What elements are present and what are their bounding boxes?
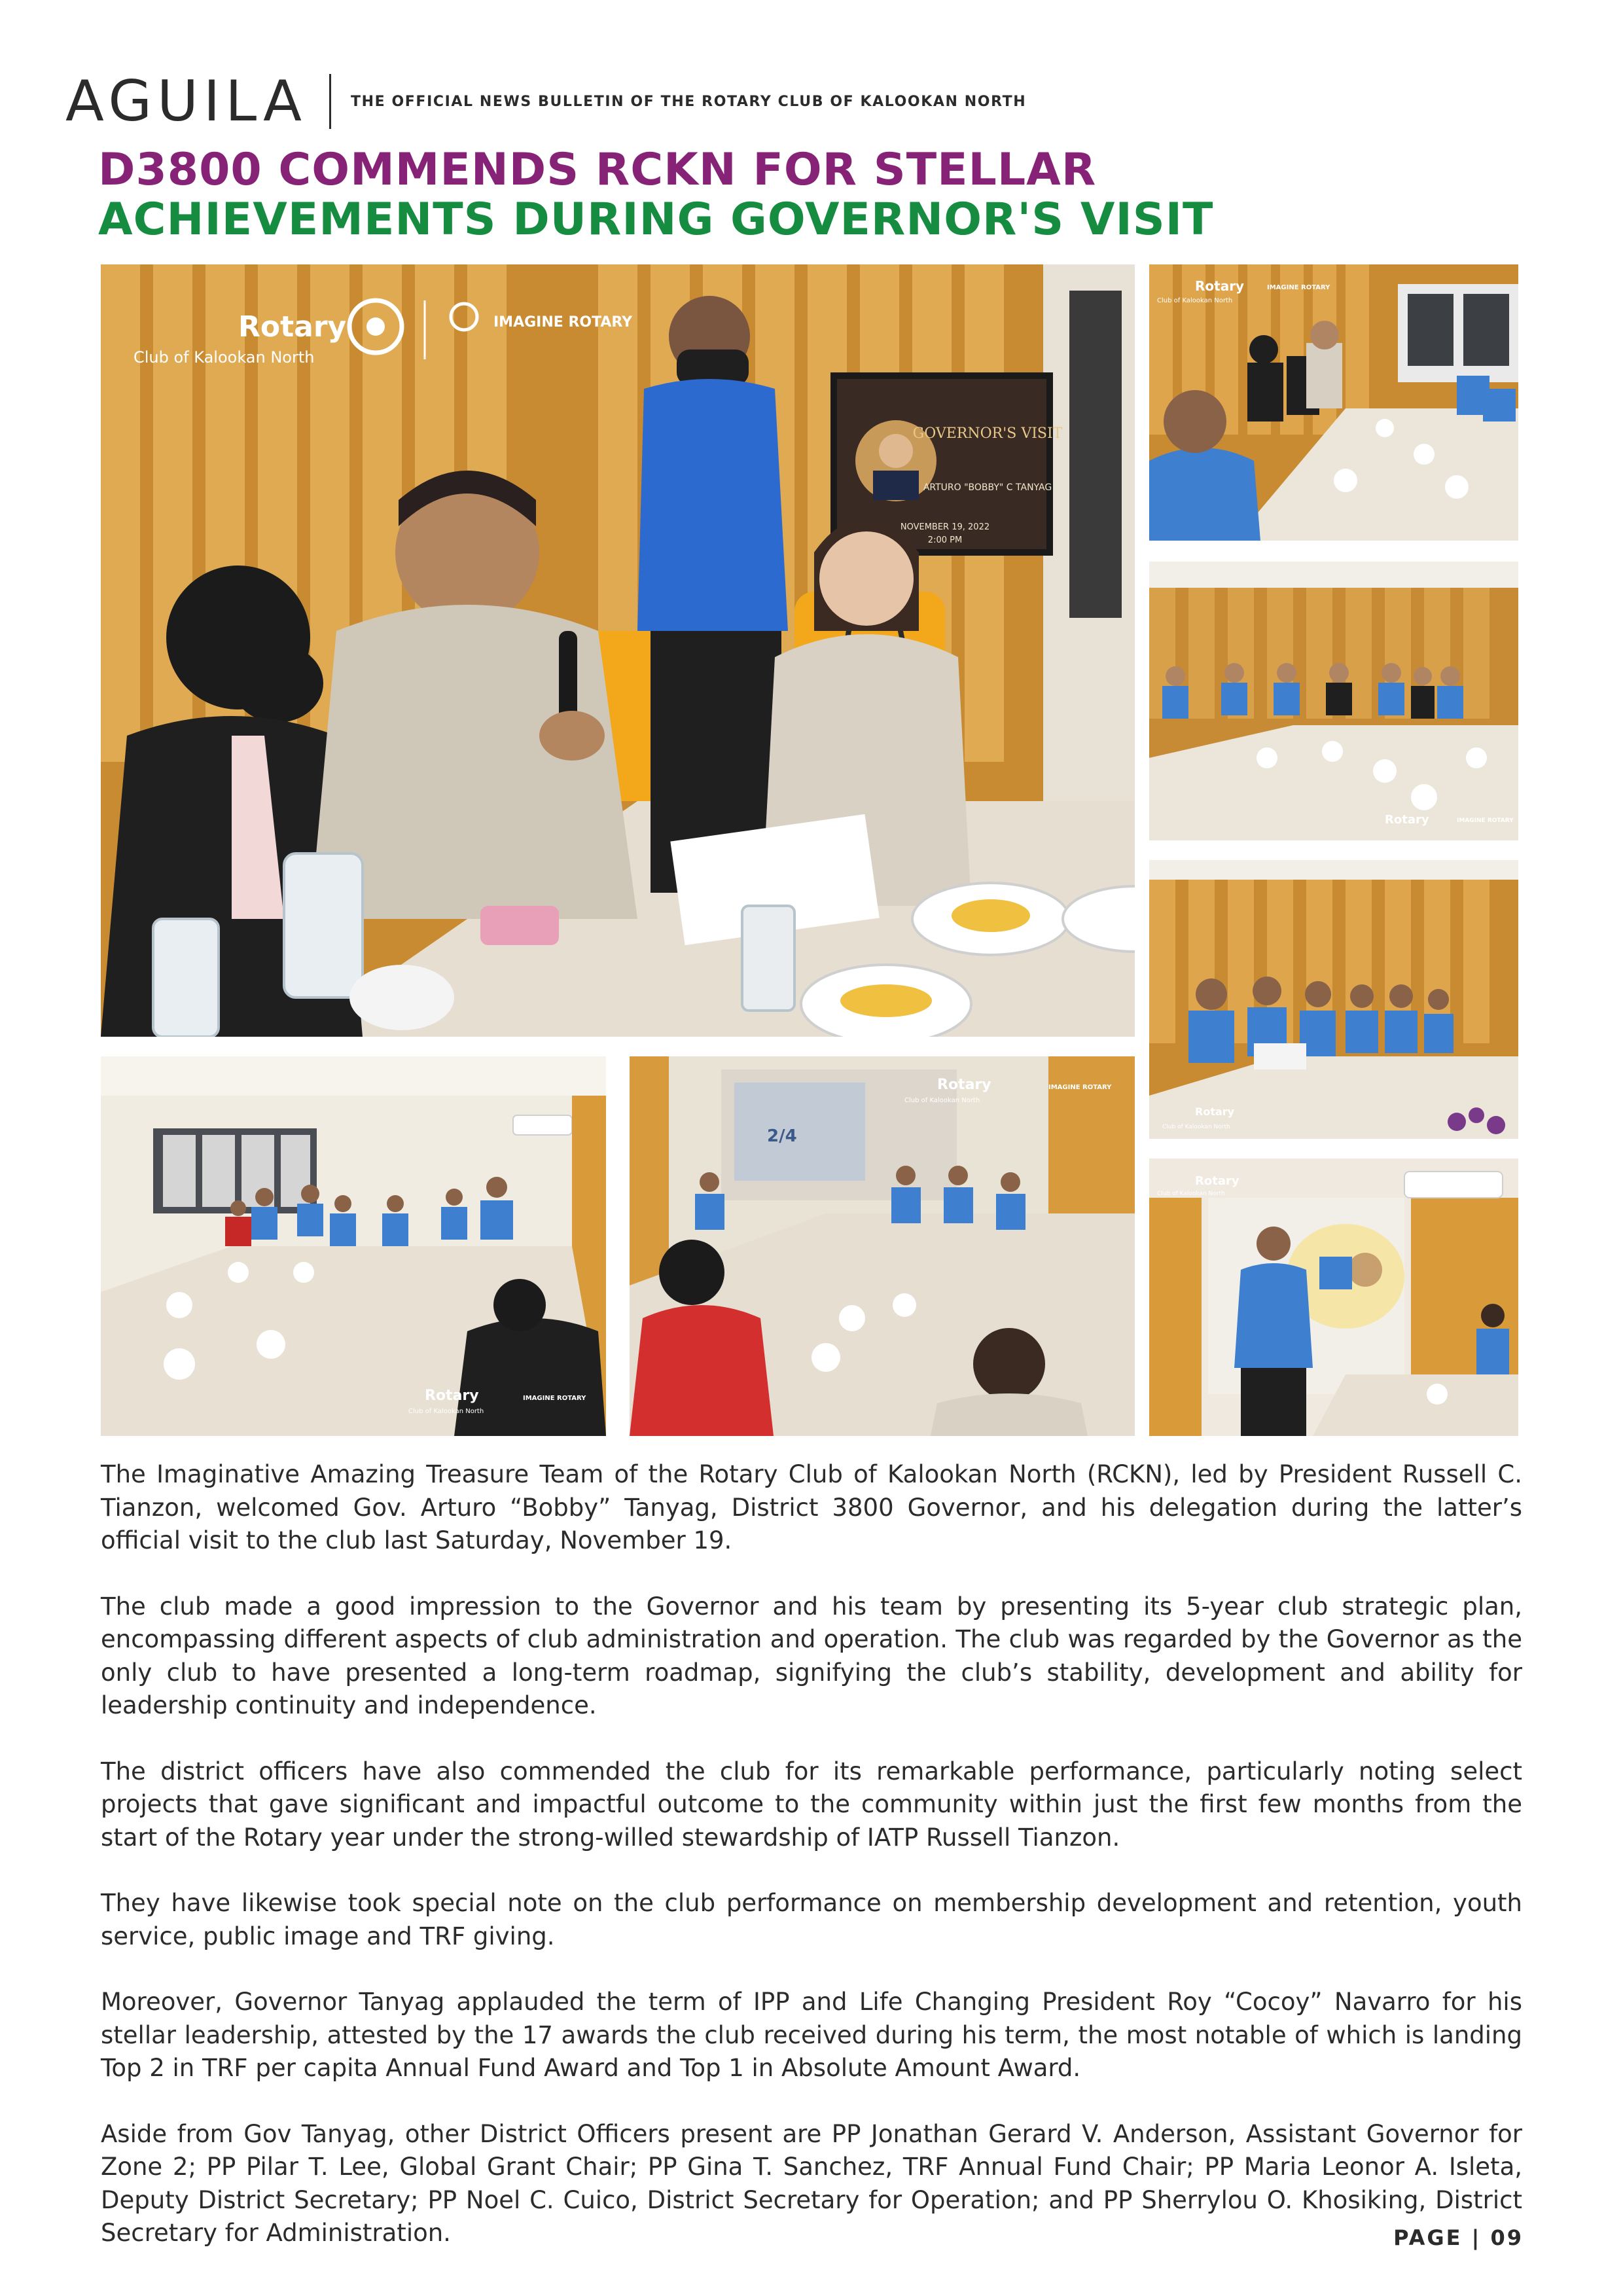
easel-title: GOVERNOR'S VISIT xyxy=(912,425,1063,442)
masthead xyxy=(65,69,1027,134)
side1-watermark-rotary: Rotary xyxy=(1195,278,1245,294)
side1-watermark-club: Club of Kalookan North xyxy=(1157,297,1233,304)
article-headline xyxy=(98,145,1213,245)
bottom2-watermark-club: Club of Kalookan North xyxy=(904,1097,980,1104)
headline-line-2: ACHIEVEMENTS DURING GOVERNOR'S VISIT xyxy=(98,194,1214,245)
easel-time: 2:00 PM xyxy=(927,535,963,545)
bottom1-watermark-theme: IMAGINE ROTARY xyxy=(523,1395,586,1402)
side3-watermark-rotary: Rotary xyxy=(1195,1105,1235,1118)
main-logo-rotary: Rotary xyxy=(238,310,347,344)
headline-line-1: D3800 COMMENDS RCKN FOR STELLAR xyxy=(98,144,1097,196)
bulletin-subtitle: THE OFFICIAL NEWS BULLETIN OF THE ROTARY CLUB OF KALOOKAN NORTH xyxy=(351,93,1027,110)
bottom-photo-room-members-applauding xyxy=(101,1056,606,1436)
bottom-photo-presentation-projector xyxy=(630,1056,1135,1436)
masthead-divider xyxy=(329,74,331,129)
paragraph-6: Aside from Gov Tanyag, other District Officers present are PP Jonathan Gerard V. Anderson, Assistant Governor for Zone 2; PP Pilar T. Lee, Global Grant Chair; PP Gina T. Sanchez, TRF Annual Fund Chair; PP Maria Leonor A. Isleta, Deputy District Secretary; PP Noel C. Cuico, District Secretary for Operation; and PP Sherrylou O. Khosiking, District Secretary for Administration. xyxy=(101,2119,1522,2247)
projector-slide-counter: 2/4 xyxy=(767,1126,797,1146)
easel-date: NOVEMBER 19, 2022 xyxy=(900,522,990,532)
paragraph-1: The Imaginative Amazing Treasure Team of the Rotary Club of Kalookan North (RCKN), led by President Russell C. Tianzon, welcomed Gov. Arturo “Bobby” Tanyag, District 3800 Governor, and his delegation during the latter’s official visit to the club last Saturday, November 19. xyxy=(101,1460,1522,1554)
bulletin-title: AGUILA xyxy=(65,69,307,134)
side-photo-members-applauding xyxy=(1149,264,1518,541)
side-photo-members-seated-row xyxy=(1149,860,1518,1139)
side3-watermark-club: Club of Kalookan North xyxy=(1162,1124,1230,1130)
main-logo-theme: IMAGINE ROTARY xyxy=(493,314,633,331)
article-body xyxy=(101,1458,1522,2250)
side4-watermark-club: Club of Kalookan North xyxy=(1157,1191,1225,1197)
side1-watermark-theme: IMAGINE ROTARY xyxy=(1267,284,1330,291)
bottom2-watermark-theme: IMAGINE ROTARY xyxy=(1048,1084,1112,1091)
paragraph-2: The club made a good impression to the Governor and his team by presenting its 5-year club strategic plan, encompassing different aspects of club administration and operation. The club was regarded by the Governor as the only club to have presented a long-term roadmap, signifying the club’s stability, development and ability for leadership continuity and independence. xyxy=(101,1592,1522,1719)
side2-watermark-rotary: Rotary xyxy=(1385,813,1429,827)
side-photo-speaker-presenting xyxy=(1149,1158,1518,1436)
main-photo-governor-speaking xyxy=(101,264,1135,1037)
paragraph-5: Moreover, Governor Tanyag applauded the term of IPP and Life Changing President Roy “Cocoy” Navarro for his stellar leadership, attested by the 17 awards the club received during his term, the most notable of which is landing Top 2 in TRF per capita Annual Fund Award and Top 1 in Absolute Amount Award. xyxy=(101,1988,1522,2082)
bottom1-watermark-rotary: Rotary xyxy=(425,1388,479,1404)
paragraph-3: The district officers have also commended the club for its remarkable performance, particularly noting select projects that gave significant and impactful outcome to the community within just the first few months from the start of the Rotary year under the strong-willed stewardship of IATP Russell Tianzon. xyxy=(101,1757,1522,1852)
main-logo-club: Club of Kalookan North xyxy=(134,348,315,367)
bottom2-watermark-rotary: Rotary xyxy=(937,1077,991,1093)
easel-name: ARTURO "BOBBY" C TANYAG xyxy=(923,482,1052,493)
side2-watermark-theme: IMAGINE ROTARY xyxy=(1457,817,1514,824)
paragraph-4: They have likewise took special note on the club performance on membership development and retention, youth service, public image and TRF giving. xyxy=(101,1889,1522,1950)
side-photo-meeting-room-wide xyxy=(1149,562,1518,840)
bottom1-watermark-club: Club of Kalookan North xyxy=(408,1408,484,1415)
page-number: PAGE | 09 xyxy=(1393,2225,1524,2250)
side4-watermark-rotary: Rotary xyxy=(1195,1174,1240,1188)
